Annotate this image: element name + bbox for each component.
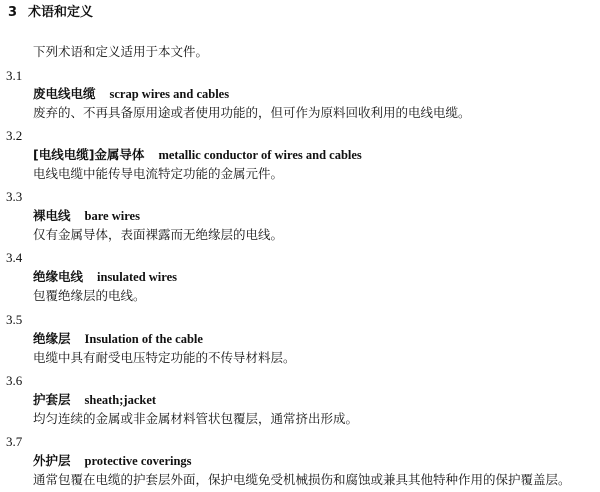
definition-text: 通常包覆在电缆的护套层外面，保护电缆免受机械损伤和腐蚀或兼具其他特种作用的保护覆盖层。: [33, 472, 571, 487]
term-line: [33, 85, 229, 103]
term-zh: 绝缘层: [33, 331, 71, 346]
term-en: bare wires: [84, 209, 140, 223]
intro-text: 下列术语和定义适用于本文件。: [33, 44, 209, 59]
term-line: [33, 268, 177, 286]
clause-number: 3.1: [6, 68, 23, 83]
term-line: [33, 207, 140, 225]
term-en: metallic conductor of wires and cables: [158, 148, 362, 162]
term-line: [33, 146, 362, 164]
term-zh: 护套层: [33, 392, 71, 407]
term-line: [33, 391, 156, 409]
term-en: protective coverings: [84, 454, 192, 468]
clause-number: 3.6: [6, 373, 23, 388]
section-number: 3: [8, 5, 18, 20]
clause-number: 3.2: [6, 128, 23, 143]
term-zh: [电线电缆]金属导体: [33, 147, 145, 162]
term-line: [33, 452, 192, 470]
term-zh: 废电线电缆: [33, 86, 96, 101]
term-en: sheath;jacket: [84, 393, 157, 407]
clause-number: 3.7: [6, 434, 23, 449]
term-line: [33, 330, 203, 348]
term-zh: 裸电线: [33, 208, 71, 223]
definition-text: 废弃的、不再具备原用途或者使用功能的，但可作为原料回收利用的电线电缆。: [33, 105, 471, 120]
term-zh: 绝缘电线: [33, 269, 84, 284]
section-title: 术语和定义: [28, 5, 94, 20]
definition-text: 仅有金属导体，表面裸露而无绝缘层的电线。: [33, 227, 284, 242]
definition-text: 均匀连续的金属或非金属材料管状包覆层，通常挤出形成。: [33, 411, 359, 426]
term-en: scrap wires and cables: [109, 87, 230, 101]
term-zh: 外护层: [33, 453, 71, 468]
definition-text: 电缆中具有耐受电压特定功能的不传导材料层。: [33, 350, 296, 365]
clause-number: 3.3: [6, 189, 23, 204]
definition-text: 包覆绝缘层的电线。: [33, 288, 146, 303]
term-en: insulated wires: [97, 270, 178, 284]
term-en: Insulation of the cable: [84, 332, 203, 346]
definition-text: 电线电缆中能传导电流特定功能的金属元件。: [33, 166, 284, 181]
clause-number: 3.4: [6, 250, 23, 265]
section-heading: [8, 4, 93, 22]
clause-number: 3.5: [6, 312, 23, 327]
